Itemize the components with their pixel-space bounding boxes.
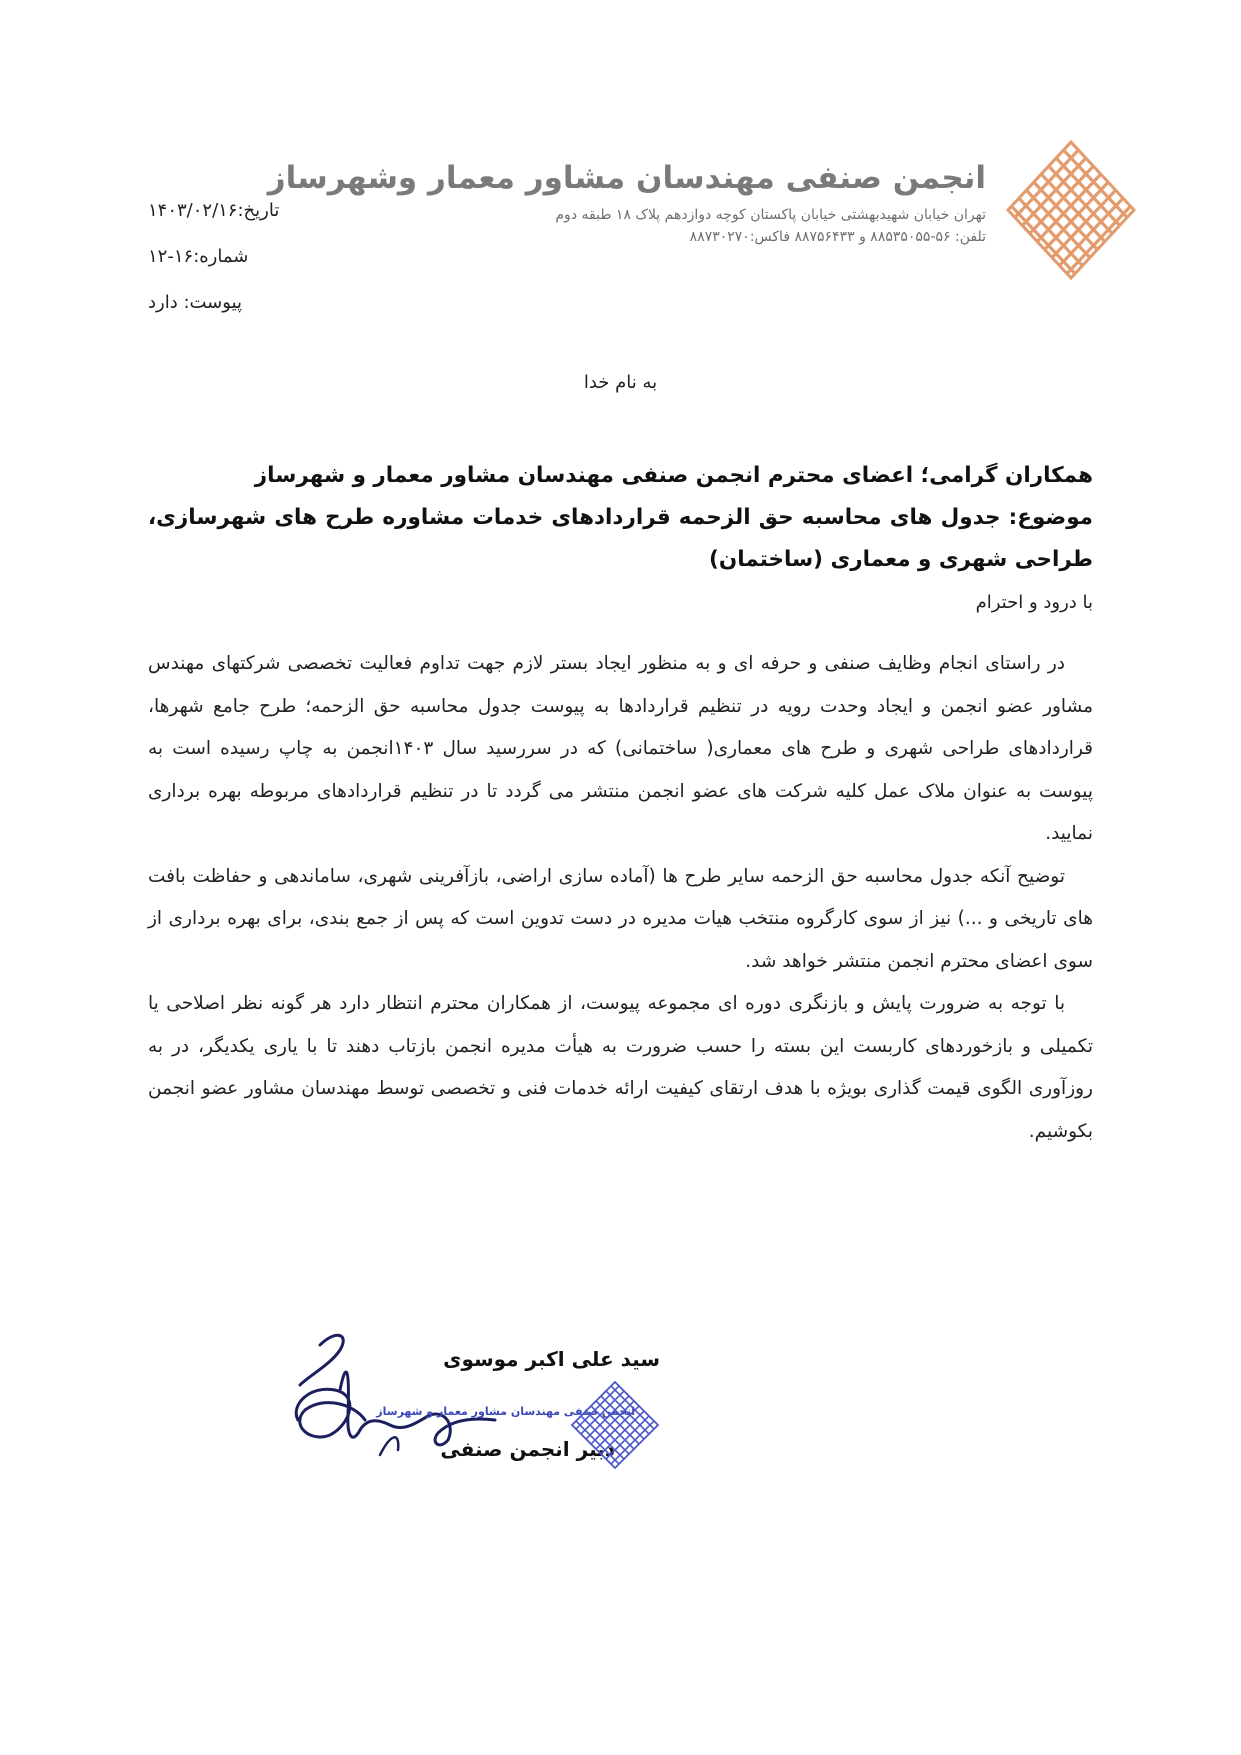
signer-title: دبیر انجمن صنفی xyxy=(440,1437,615,1461)
letter-meta xyxy=(148,196,348,334)
letter-number: شماره:۱۶-۱۲ xyxy=(148,246,249,267)
recipient: همکاران گرامی؛ اعضای محترم انجمن صنفی مهندسان مشاور معمار و شهرساز xyxy=(254,463,1093,488)
diamond-lattice-logo-icon xyxy=(1006,140,1136,280)
paragraph: در راستای انجام وظایف صنفی و حرفه ای و به منظور ایجاد بستر لازم جهت تداوم فعالیت تخصصی شرکتهای مهندس مشاور عضو انجمن و ایجاد وحدت رویه در تنظیم قراردادها به پیوست جدول محاسبه حق الزحمه؛ طرح جامع شهرها، قراردادهای طراحی شهری و طرح های معماری( ساختمانی) که در سررسید سال ۱۴۰۳انجمن به چاپ رسیده است به پیوست به عنوان ملاک عمل کلیه شرکت های عضو انجمن منتشر می گردد تا در تنظیم قراردادهای مربوطه بهره برداری نمایید. xyxy=(148,653,1093,844)
signer-name: سید علی اکبر موسوی xyxy=(443,1347,660,1371)
organization-info xyxy=(267,158,986,248)
paragraph: با توجه به ضرورت پایش و بازنگری دوره ای مجموعه پیوست، از همکاران محترم انتظار دارد هر گونه نظر اصلاحی یا تکمیلی و بازخوردهای کاربست این بسته را حسب ضرورت به هیأت مدیره انجمن بازتاب دهند تا با یاری یکدیگر، در به روزآوری الگوی قیمت گذاری بویژه با هدف ارتقای کیفیت ارائه خدمات فنی و تخصصی توسط مهندسان مشاور عضو انجمن بکوشیم. xyxy=(148,993,1093,1142)
greeting: با درود و احترام xyxy=(975,592,1093,613)
stamp-text: انجمن صنفی مهندسان مشاور معمار و شهرساز xyxy=(376,1405,635,1418)
letterhead xyxy=(267,140,1136,290)
basmala: به نام خدا xyxy=(583,372,658,393)
letter-date: تاریخ:۱۴۰۳/۰۲/۱۶ xyxy=(148,200,280,221)
letter-attachment: پیوست: دارد xyxy=(148,292,243,313)
organization-name: انجمن صنفی مهندسان مشاور معمار وشهرساز xyxy=(267,160,986,196)
organization-address: تهران خیابان شهیدبهشتی خیابان پاکستان کوچه دوازدهم پلاک ۱۸ طبقه دوم xyxy=(555,207,986,223)
paragraph: توضیح آنکه جدول محاسبه حق الزحمه سایر طرح ها (آماده سازی اراضی، بازآفرینی شهری، ساماندهی و حفاظت بافت های تاریخی و ...) نیز از سوی کارگروه منتخب هیات مدیره در دست تدوین است که پس از جمع بندی، برای بهره برداری از سوی اعضای محترم انجمن منتشر خواهد شد. xyxy=(148,865,1093,972)
letter-body xyxy=(148,455,1093,1153)
organization-phone: تلفن: ۵۶-۸۸۵۳۵۰۵۵ و ۸۸۷۵۶۴۳۳ فاکس:۸۸۷۳۰۲۷۰ xyxy=(689,229,986,245)
subject: موضوع: جدول های محاسبه حق الزحمه قراردادهای خدمات مشاوره طرح های شهرسازی، طراحی شهری و معماری (ساختمان) xyxy=(148,505,1093,572)
stamp-lattice-icon xyxy=(570,1380,660,1470)
signature-block xyxy=(280,1325,660,1485)
